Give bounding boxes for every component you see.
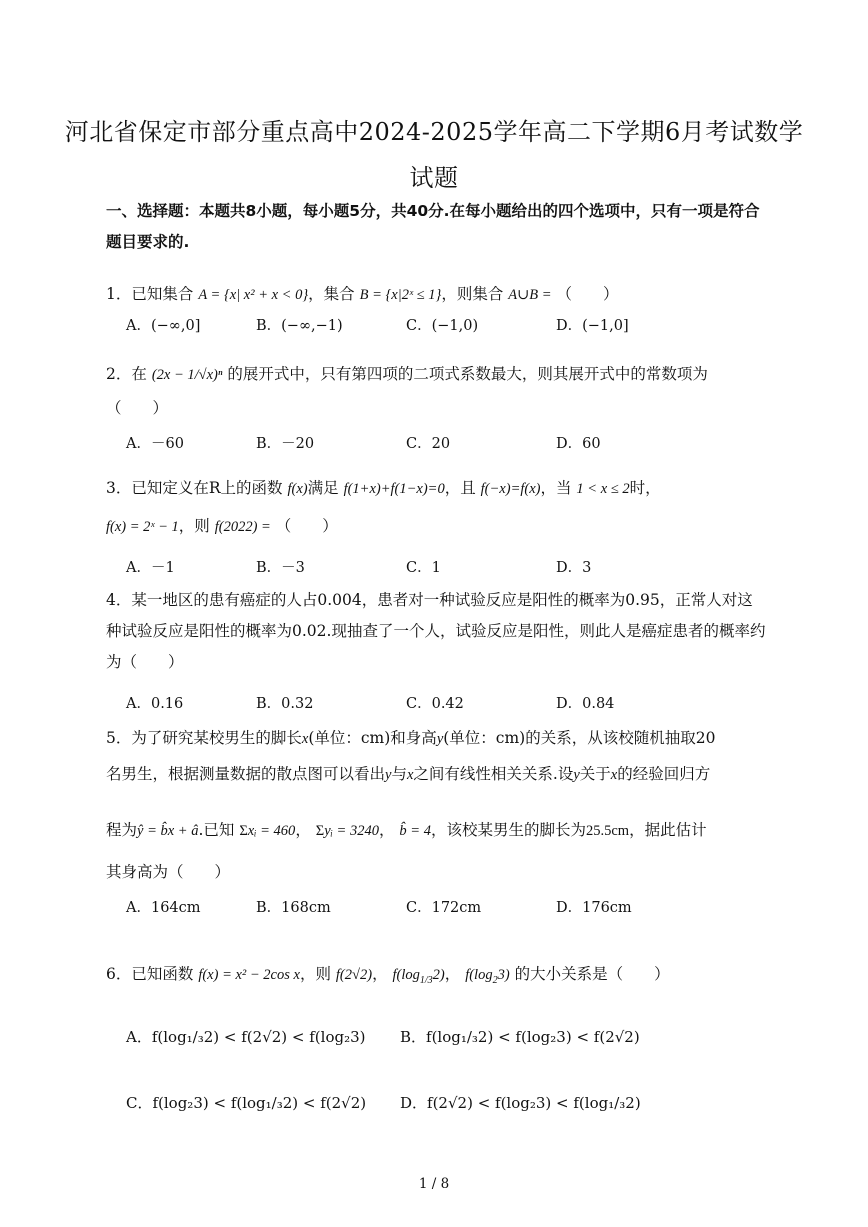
sum-x: Σxᵢ = 460 (239, 823, 296, 839)
question-1: 1．已知集合 A = {x| x² + x < 0}，集合 B = {x|2ˣ ≤ 1}，则集合 A∪B = （ ） (106, 285, 619, 303)
q4-option-d: D．0.84 (556, 696, 615, 712)
b-hat: b̂ = 4 (399, 823, 431, 839)
q5-option-a: A．164cm (126, 900, 201, 916)
q5-option-d: D．176cm (556, 900, 632, 916)
q3-option-c: C．1 (406, 560, 441, 576)
question-2: 2．在 (2x − 1/√x)ⁿ 的展开式中，只有第四项的二项式系数最大，则其展开式中的常数项为 (106, 365, 708, 383)
set-a-expr: A = {x| x² + x < 0} (198, 287, 309, 303)
regression-eq: ŷ = b̂x + â (137, 823, 199, 839)
q2-option-d: D．60 (556, 436, 601, 452)
q3-option-d: D．3 (556, 560, 592, 576)
question-5: 5．为了研究某校男生的脚长x(单位：cm)和身高y(单位：cm)的关系，从该校随机抽取20 (106, 729, 716, 747)
question-2-bracket: （ ） (106, 399, 169, 417)
condition-2: f(−x)=f(x) (480, 481, 541, 497)
page-number: 1 / 8 (418, 1176, 450, 1192)
question-6: 6．已知函数 f(x) = x² − 2cos x，则 f(2√2)， $f(\log_{1/3}2)$， $f(\log_23)$ 的大小关系是（ ） (106, 965, 670, 986)
q4-option-b: B．0.32 (256, 696, 314, 712)
q5-option-b: B．168cm (256, 900, 331, 916)
condition-1: f(1+x)+f(1−x)=0 (343, 481, 445, 497)
q6-option-d: D．f(2√2) < f(log₂3) < f(log₁/₃2) (400, 1094, 641, 1112)
binomial-expr: (2x − 1/√x)ⁿ (151, 367, 223, 383)
set-b-expr: B = {x|2ˣ ≤ 1} (359, 287, 442, 303)
q4-option-c: C．0.42 (406, 696, 464, 712)
function-expr: f(x) = x² − 2cos x (198, 967, 300, 983)
q1-option-b: B．(−∞,−1) (256, 318, 343, 334)
q1-option-d: D．(−1,0] (556, 318, 629, 334)
function-def: f(x) = 2ˣ − 1 (106, 519, 179, 535)
question-3: 3．已知定义在R上的函数 f(x)满足 f(1+x)+f(1−x)=0，且 f(−x)=f(x)，当 1 < x ≤ 2时， (106, 479, 661, 497)
section-heading: 一、选择题：本题共8小题，每小题5分，共40分.在每小题给出的四个选项中，只有一项是符合题目要求的. (106, 202, 760, 251)
q3-option-b: B．－3 (256, 560, 305, 576)
question-5-line3: 程为ŷ = b̂x + â.已知 Σxᵢ = 460， Σyᵢ = 3240， b̂ = 4，该校某男生的脚长为25.5cm，据此估计 (106, 821, 707, 839)
condition-3: 1 < x ≤ 2 (576, 481, 630, 497)
union-expr: A∪B = (508, 287, 552, 303)
q6-option-c: C．f(log₂3) < f(log₁/₃2) < f(2√2) (126, 1094, 367, 1112)
page-title-line1: 河北省保定市部分重点高中2024-2025学年高二下学期6月考试数学 (64, 118, 804, 146)
question-3-line2: f(x) = 2ˣ − 1，则 f(2022) = （ ） (106, 517, 338, 535)
ask-expr: f(2022) = (214, 519, 271, 535)
question-5-line2: 名男生，根据测量数据的散点图可以看出y与x之间有线性相关关系.设y关于x的经验回归方 (106, 765, 711, 783)
q2-option-a: A．－60 (126, 436, 184, 452)
q3-option-a: A．－1 (126, 560, 175, 576)
q6-option-a: A．f(log₁/₃2) < f(2√2) < f(log₂3) (126, 1028, 366, 1046)
q6-option-b: B．f(log₁/₃2) < f(log₂3) < f(2√2) (400, 1028, 640, 1046)
q2-option-b: B．－20 (256, 436, 315, 452)
question-4: 4．某一地区的患有癌症的人占0.004，患者对一种试验反应是阳性的概率为0.95，正常人对这种试验反应是阳性的概率为0.02.现抽查了一个人，试验反应是阳性，则此人是癌症患者的概率约为（ ） (106, 591, 766, 671)
q1-option-a: A．(−∞,0] (126, 318, 201, 334)
q1-option-c: C．(−1,0) (406, 318, 479, 334)
sum-y: Σyᵢ = 3240 (315, 823, 379, 839)
question-5-line4: 其身高为（ ） (106, 863, 231, 881)
page-title-line2: 试题 (409, 164, 459, 192)
q2-option-c: C．20 (406, 436, 451, 452)
q5-option-c: C．172cm (406, 900, 482, 916)
q4-option-a: A．0.16 (126, 696, 184, 712)
